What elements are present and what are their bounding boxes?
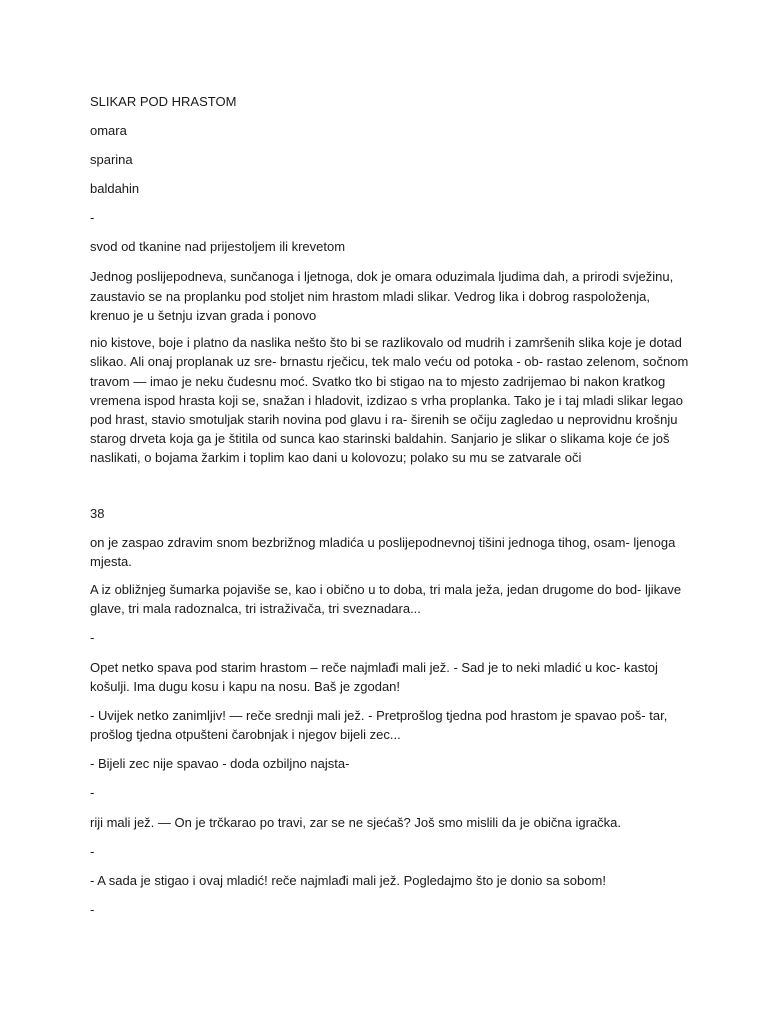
- paragraph-line: Opet netko spava pod starim hrastom – reče najmlađi mali jež. - Sad je to neki mladić u koc- kastoj: [90, 660, 658, 675]
- dash-line: -: [90, 630, 95, 645]
- text-line: baldahin: [90, 181, 140, 196]
- dash-line: -: [90, 785, 95, 800]
- paragraph-line: - Uvijek netko zanimljiv! — reče srednji mali jež. - Pretprošlog tjedna pod hrastom je spavao poš- tar,: [90, 708, 668, 723]
- paragraph-line: on je zaspao zdravim snom bezbrižnog mladića u poslijepodnevnoj tišini jednoga tihog, osam- ljenoga: [90, 535, 676, 550]
- paragraph-line: nio kistove, boje i platno da naslika nešto što bi se razlikovalo od mudrih i zamršenih slika koje je dotad: [90, 335, 682, 350]
- paragraph-line: Jednog poslijepodneva, sunčanoga i ljetnoga, dok je omara oduzimala ljudima dah, a prirodi svježinu,: [90, 269, 674, 284]
- paragraph-line: pod hrast, stavio smotuljak starih novina pod glavu i ra- širenih se očiju zagledao u neprovidnu krošnju: [90, 412, 678, 427]
- paragraph-line: starog drveta koja ga je štitila od sunca kao starinski baldahin. Sanjario je slikar o slikama koje će još: [90, 431, 670, 446]
- text-line: svod od tkanine nad prijestoljem ili krevetom: [90, 239, 346, 254]
- paragraph-line: mjesta.: [90, 554, 132, 569]
- paragraph-line: - A sada je stigao i ovaj mladić! reče najmlađi mali jež. Pogledajmo što je donio sa sobom!: [90, 873, 606, 888]
- paragraph-line: krenuo je u šetnju izvan grada i ponovo: [90, 308, 317, 323]
- paragraph-line: slikao. Ali onaj proplanak uz sre- brnastu rječicu, tek malo veću od potoka - ob- rastao zelenom, sočnom: [90, 354, 689, 369]
- paragraph-line: travom — imao je neku čudesnu moć. Svatko tko bi stigao na to mjesto zadrijemao bi nakon kratkog: [90, 374, 666, 389]
- paragraph-line: košulji. Ima dugu kosu i kapu na nosu. Baš je zgodan!: [90, 679, 401, 694]
- text-line: sparina: [90, 152, 133, 167]
- document-title: SLIKAR POD HRASTOM: [90, 94, 237, 109]
- paragraph-line: A iz obližnjeg šumarka pojaviše se, kao i obično u to doba, tri mala ježa, jedan drugome do bod- ljikave: [90, 582, 682, 597]
- paragraph-line: riji mali jež. — On je trčkarao po travi, zar se ne sjećaš? Još smo mislili da je obična igračka.: [90, 815, 622, 830]
- dash-line: -: [90, 902, 95, 917]
- paragraph-line: glave, tri mala radoznalca, tri istraživača, tri sveznadara...: [90, 601, 421, 616]
- paragraph-line: zaustavio se na proplanku pod stoljet nim hrastom mladi slikar. Vedrog lika i dobrog raspoloženja,: [90, 289, 651, 304]
- paragraph-line: naslikati, o bojama žarkim i toplim kao dani u kolovozu; polako su mu se zatvarale oči: [90, 450, 582, 465]
- text-line: -: [90, 210, 95, 225]
- text-line: omara: [90, 123, 127, 138]
- paragraph-line: - Bijeli zec nije spavao - doda ozbiljno najsta-: [90, 756, 350, 771]
- page-number: 38: [90, 506, 105, 521]
- paragraph-line: prošlog tjedna otpušteni čarobnjak i njegov bijeli zec...: [90, 727, 401, 742]
- dash-line: -: [90, 844, 95, 859]
- paragraph-line: vremena ispod hrasta koji se, snažan i hladovit, izdizao s vrha proplanka. Tako je i taj mladi slikar legao: [90, 393, 684, 408]
